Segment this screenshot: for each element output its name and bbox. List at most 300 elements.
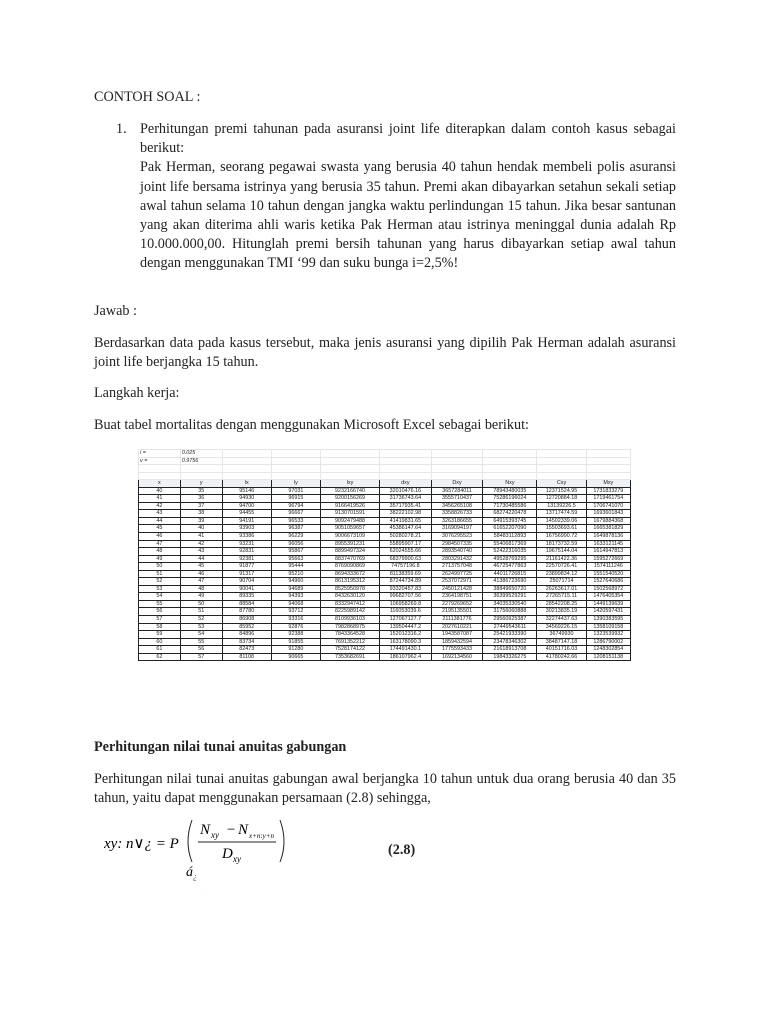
excel-cell: 94393 — [271, 593, 320, 601]
excel-column-header: y — [180, 480, 222, 488]
excel-cell: 1208151138 — [586, 653, 630, 661]
excel-cell: 1286790002 — [586, 638, 630, 646]
excel-table-row — [139, 563, 631, 571]
excel-cell: 91855 — [271, 638, 320, 646]
excel-cell: 38222102.98 — [380, 510, 432, 518]
excel-table-row — [139, 616, 631, 624]
excel-table-row — [139, 585, 631, 593]
excel-cell: 94960 — [271, 578, 320, 586]
excel-cell: 50280278.21 — [380, 533, 432, 541]
excel-cell: 38849650720 — [483, 585, 537, 593]
excel-cell: 1665381829 — [586, 525, 630, 533]
excel-cell: 1476405354 — [586, 593, 630, 601]
excel-cell: 3169094197 — [431, 525, 483, 533]
excel-cell: 92381 — [222, 555, 271, 563]
excel-cell: 3358826733 — [431, 510, 483, 518]
excel-cell: 94191 — [222, 517, 271, 525]
excel-spacer-row — [139, 465, 631, 473]
excel-empty-cell — [483, 457, 537, 465]
excel-cell: 1943587087 — [431, 631, 483, 639]
excel-empty-cell — [537, 472, 586, 480]
excel-cell: 31756060888 — [483, 608, 537, 616]
formula-left-paren — [188, 820, 192, 862]
excel-cell: 93386 — [222, 533, 271, 541]
excel-cell: 81108 — [222, 653, 271, 661]
excel-cell: 46725477863 — [483, 563, 537, 571]
excel-empty-cell — [380, 465, 432, 473]
excel-cell: 36 — [180, 495, 222, 503]
excel-empty-cell — [222, 465, 271, 473]
annuity-formula — [104, 812, 664, 882]
excel-empty-cell — [431, 465, 483, 473]
excel-cell: 41 — [139, 495, 181, 503]
excel-cell: 58 — [139, 623, 181, 631]
excel-cell: 35 — [180, 487, 222, 495]
excel-cell: 22570726.41 — [537, 563, 586, 571]
excel-empty-cell — [222, 472, 271, 480]
excel-cell: 75286196024 — [483, 495, 537, 503]
excel-cell: 83734 — [222, 638, 271, 646]
excel-cell: 41780242.66 — [537, 653, 586, 661]
formula-lhs: xy: n∨¿ = P — [104, 836, 179, 852]
excel-cell: 8955391231 — [321, 540, 380, 548]
excel-column-header: x — [139, 480, 181, 488]
excel-cell: 96387 — [271, 525, 320, 533]
excel-empty-cell — [271, 472, 320, 480]
excel-empty-cell — [586, 450, 630, 458]
excel-cell: 42 — [139, 502, 181, 510]
excel-cell: 96229 — [271, 533, 320, 541]
excel-cell: 40 — [180, 525, 222, 533]
excel-table-row — [139, 487, 631, 495]
excel-table-row — [139, 517, 631, 525]
excel-cell: 9200156269 — [321, 495, 380, 503]
excel-empty-cell — [586, 457, 630, 465]
excel-empty-cell — [483, 465, 537, 473]
excel-cell: 95146 — [222, 487, 271, 495]
formula-numerator-n1: N — [200, 822, 211, 838]
excel-cell: 95663 — [271, 555, 320, 563]
excel-column-header: Nxy — [483, 480, 537, 488]
excel-cell: 45386147.64 — [380, 525, 432, 533]
excel-cell: 36749930 — [537, 631, 586, 639]
excel-cell: 90665 — [271, 653, 320, 661]
answer-paragraph: Berdasarkan data pada kasus tersebut, maka jenis asuransi yang dipilih Pak Herman adalah asuransi joint life berjangka 15 tahun. — [94, 335, 676, 370]
excel-cell: 2364198751 — [431, 593, 483, 601]
excel-cell: 163178090.3 — [380, 638, 432, 646]
formula-numerator-n2: N — [238, 822, 249, 838]
excel-cell: 25071714 — [537, 578, 586, 586]
excel-cell: 60 — [139, 638, 181, 646]
formula-minus: − — [226, 822, 237, 838]
excel-cell: 89335 — [222, 593, 271, 601]
excel-cell: 23478346302 — [483, 638, 537, 646]
excel-cell: 39 — [180, 517, 222, 525]
excel-cell: 2713757048 — [431, 563, 483, 571]
excel-cell: 64915393745 — [483, 517, 537, 525]
excel-cell: 8225989142 — [321, 608, 380, 616]
excel-cell: 12720884.18 — [537, 495, 586, 503]
excel-empty-cell — [222, 450, 271, 458]
excel-cell: 41 — [180, 533, 222, 541]
excel-cell: 36399529291 — [483, 593, 537, 601]
excel-cell: 99682707.56 — [380, 593, 432, 601]
excel-cell: 55 — [180, 638, 222, 646]
excel-column-header: Dxy — [431, 480, 483, 488]
equation-number: (2.8) — [388, 842, 416, 858]
excel-cell: 8837470769 — [321, 555, 380, 563]
excel-cell: 86908 — [222, 616, 271, 624]
excel-empty-cell — [380, 457, 432, 465]
excel-table-row — [139, 578, 631, 586]
excel-cell: 3555710437 — [431, 495, 483, 503]
excel-empty-cell — [271, 465, 320, 473]
excel-cell: 8109936103 — [321, 616, 380, 624]
excel-cell: 1633121145 — [586, 540, 630, 548]
excel-cell: 9092479488 — [321, 517, 380, 525]
excel-cell: 54 — [139, 593, 181, 601]
excel-table-row — [139, 653, 631, 661]
excel-cell: 9166419526 — [321, 502, 380, 510]
excel-empty-cell — [321, 472, 380, 480]
excel-cell: 7982868975 — [321, 623, 380, 631]
excel-cell: 92388 — [271, 631, 320, 639]
excel-cell: 91317 — [222, 570, 271, 578]
excel-cell: 90041 — [222, 585, 271, 593]
excel-cell: 56 — [180, 646, 222, 654]
excel-cell: 7528174122 — [321, 646, 380, 654]
excel-cell: 95210 — [271, 570, 320, 578]
excel-cell: 3657284011 — [431, 487, 483, 495]
excel-cell: 106958269.8 — [380, 600, 432, 608]
steps-label: Langkah kerja: — [94, 385, 180, 401]
excel-table-row — [139, 502, 631, 510]
excel-cell: 186107962.4 — [380, 653, 432, 661]
excel-empty-cell — [271, 457, 320, 465]
excel-cell: 30213835.19 — [537, 608, 586, 616]
excel-cell: 9051059657 — [321, 525, 380, 533]
excel-cell: 174491430.1 — [380, 646, 432, 654]
excel-param-label: v = — [139, 457, 181, 465]
excel-cell: 1679884368 — [586, 517, 630, 525]
excel-cell: 23899834.12 — [537, 570, 586, 578]
excel-cell: 93316 — [271, 616, 320, 624]
excel-cell: 55 — [139, 600, 181, 608]
formula-right-paren — [280, 820, 284, 862]
excel-cell: 55406817369 — [483, 540, 537, 548]
excel-cell: 25421933390 — [483, 631, 537, 639]
excel-cell: 16756990.72 — [537, 533, 586, 541]
excel-table-row — [139, 555, 631, 563]
excel-cell: 38 — [180, 510, 222, 518]
excel-cell: 2450121428 — [431, 585, 483, 593]
excel-cell: 1574111246 — [586, 563, 630, 571]
excel-empty-cell — [321, 450, 380, 458]
excel-cell: 45 — [180, 563, 222, 571]
excel-cell: 13717474.59 — [537, 510, 586, 518]
excel-cell: 56 — [139, 608, 181, 616]
excel-cell: 51 — [180, 608, 222, 616]
excel-cell: 8432630120 — [321, 593, 380, 601]
excel-spacer-row — [139, 472, 631, 480]
excel-cell: 62024555.66 — [380, 548, 432, 556]
excel-cell: 46 — [139, 533, 181, 541]
excel-cell: 49528769295 — [483, 555, 537, 563]
excel-table-row — [139, 548, 631, 556]
excel-empty-cell — [380, 472, 432, 480]
excel-table-row — [139, 593, 631, 601]
excel-cell: 1323539932 — [586, 631, 630, 639]
excel-cell: 52422316035 — [483, 548, 537, 556]
excel-cell: 57 — [139, 616, 181, 624]
excel-cell: 87780 — [222, 608, 271, 616]
excel-cell: 32274437.63 — [537, 616, 586, 624]
excel-empty-cell — [271, 450, 320, 458]
excel-cell: 46 — [180, 570, 222, 578]
excel-cell: 2893540740 — [431, 548, 483, 556]
excel-cell: 61 — [139, 646, 181, 654]
excel-table-row — [139, 510, 631, 518]
excel-cell: 2537072971 — [431, 578, 483, 586]
excel-cell: 94068 — [271, 600, 320, 608]
excel-cell: 127067127.7 — [380, 616, 432, 624]
excel-cell: 44 — [180, 555, 222, 563]
excel-cell: 87244734.89 — [380, 578, 432, 586]
excel-cell: 68274220478 — [483, 510, 537, 518]
excel-table-row — [139, 533, 631, 541]
excel-cell: 1775593433 — [431, 646, 483, 654]
excel-cell: 50 — [139, 563, 181, 571]
excel-cell: 2027610221 — [431, 623, 483, 631]
excel-param-row — [139, 450, 631, 458]
excel-empty-cell — [139, 465, 181, 473]
excel-cell: 2195135501 — [431, 608, 483, 616]
excel-cell: 47 — [180, 578, 222, 586]
excel-column-header: lx — [222, 480, 271, 488]
excel-cell: 52 — [180, 616, 222, 624]
excel-cell: 55895907.17 — [380, 540, 432, 548]
excel-cell: 19675144.04 — [537, 548, 586, 556]
excel-cell: 84896 — [222, 631, 271, 639]
excel-empty-cell — [222, 457, 271, 465]
excel-cell: 51 — [139, 570, 181, 578]
excel-cell: 54 — [180, 631, 222, 639]
excel-cell: 96915 — [271, 495, 320, 503]
excel-empty-cell — [483, 450, 537, 458]
formula-denominator-sub: xy — [233, 854, 241, 864]
excel-table-row — [139, 638, 631, 646]
excel-cell: 58483112893 — [483, 533, 537, 541]
excel-cell: 9006673109 — [321, 533, 380, 541]
formula-below: á — [186, 865, 193, 880]
excel-cell: 3076295523 — [431, 533, 483, 541]
excel-cell: 7353682691 — [321, 653, 380, 661]
excel-cell: 93712 — [271, 608, 320, 616]
excel-cell: 38487147.18 — [537, 638, 586, 646]
excel-cell: 41386723690 — [483, 578, 537, 586]
excel-cell: 52 — [139, 578, 181, 586]
excel-cell: 15503693.61 — [537, 525, 586, 533]
excel-cell: 2984507335 — [431, 540, 483, 548]
excel-table-row — [139, 631, 631, 639]
excel-cell: 74757196.8 — [380, 563, 432, 571]
excel-cell: 152012316.2 — [380, 631, 432, 639]
excel-empty-cell — [431, 457, 483, 465]
excel-cell: 96667 — [271, 510, 320, 518]
excel-table-row — [139, 608, 631, 616]
excel-empty-cell — [483, 472, 537, 480]
excel-cell: 40151716.03 — [537, 646, 586, 654]
excel-column-header: lxy — [321, 480, 380, 488]
table-instruction: Buat tabel mortalitas dengan menggunakan Microsoft Excel sebagai berikut: — [94, 417, 529, 433]
excel-cell: 1420597431 — [586, 608, 630, 616]
excel-cell: 8769090869 — [321, 563, 380, 571]
excel-column-header: Mxy — [586, 480, 630, 488]
excel-cell: 94700 — [222, 502, 271, 510]
excel-cell: 40 — [139, 487, 181, 495]
excel-empty-cell — [321, 465, 380, 473]
excel-empty-cell — [586, 472, 630, 480]
excel-cell: 49 — [139, 555, 181, 563]
excel-cell: 1449139639 — [586, 600, 630, 608]
problem-body — [140, 120, 676, 274]
excel-cell: 92831 — [222, 548, 271, 556]
excel-cell: 95867 — [271, 548, 320, 556]
excel-table-row — [139, 495, 631, 503]
excel-cell: 62 — [139, 653, 181, 661]
excel-cell: 57 — [180, 653, 222, 661]
excel-cell: 34569226.15 — [537, 623, 586, 631]
annuity-heading: Perhitungan nilai tunai anuitas gabungan — [94, 739, 347, 755]
excel-cell: 48 — [180, 585, 222, 593]
excel-grid — [138, 449, 631, 661]
excel-cell: 1693601843 — [586, 510, 630, 518]
excel-cell: 49 — [180, 593, 222, 601]
excel-cell: 96794 — [271, 502, 320, 510]
excel-cell: 94930 — [222, 495, 271, 503]
excel-cell: 29560925387 — [483, 616, 537, 624]
excel-cell: 94455 — [222, 510, 271, 518]
excel-cell: 34035330540 — [483, 600, 537, 608]
excel-cell: 44 — [139, 517, 181, 525]
excel-empty-cell — [380, 450, 432, 458]
excel-cell: 1551540520 — [586, 570, 630, 578]
excel-empty-cell — [537, 450, 586, 458]
excel-cell: 1692134560 — [431, 653, 483, 661]
excel-cell: 53 — [180, 623, 222, 631]
excel-column-header: dxy — [380, 480, 432, 488]
excel-cell: 21618913708 — [483, 646, 537, 654]
excel-cell: 95444 — [271, 563, 320, 571]
excel-cell: 3263186655 — [431, 517, 483, 525]
excel-cell: 47 — [139, 540, 181, 548]
excel-empty-cell — [431, 450, 483, 458]
excel-cell: 1527640686 — [586, 578, 630, 586]
excel-cell: 93320457.83 — [380, 585, 432, 593]
excel-cell: 13139226.5 — [537, 502, 586, 510]
excel-cell: 116053039.6 — [380, 608, 432, 616]
formula-denominator: D — [222, 846, 233, 862]
excel-empty-cell — [180, 472, 222, 480]
excel-cell: 85952 — [222, 623, 271, 631]
excel-cell: 90704 — [222, 578, 271, 586]
excel-empty-cell — [180, 465, 222, 473]
excel-cell: 61652207090 — [483, 525, 537, 533]
excel-empty-cell — [431, 472, 483, 480]
excel-table-row — [139, 600, 631, 608]
annuity-paragraph: Perhitungan nilai tunai anuitas gabungan awal berjangka 10 tahun untuk dua orang berusia 40 dan 35 tahun, yaitu dapat menggunakan persamaan (2.8) sehingga, — [94, 771, 676, 806]
excel-cell: 8332947412 — [321, 600, 380, 608]
excel-cell: 1731833279 — [586, 487, 630, 495]
excel-cell: 8899497324 — [321, 548, 380, 556]
excel-cell: 1595272669 — [586, 555, 630, 563]
excel-cell: 31736743.64 — [380, 495, 432, 503]
excel-cell: 1706741070 — [586, 502, 630, 510]
excel-cell: 1358109158 — [586, 623, 630, 631]
formula-numerator-n2-sub: x+n:y+n — [249, 832, 274, 840]
excel-cell: 91280 — [271, 646, 320, 654]
excel-cell: 28542208.25 — [537, 600, 586, 608]
excel-empty-cell — [537, 465, 586, 473]
excel-cell: 96533 — [271, 517, 320, 525]
excel-column-header: Cxy — [537, 480, 586, 488]
excel-cell: 12371524.95 — [537, 487, 586, 495]
excel-cell: 96056 — [271, 540, 320, 548]
excel-cell: 68379900.63 — [380, 555, 432, 563]
excel-cell: 8694333672 — [321, 570, 380, 578]
excel-header-row — [139, 480, 631, 488]
excel-cell: 1390383595 — [586, 616, 630, 624]
answer-label: Jawab : — [94, 303, 137, 319]
excel-cell: 1719461754 — [586, 495, 630, 503]
excel-param-row — [139, 457, 631, 465]
excel-cell: 7691352212 — [321, 638, 380, 646]
excel-empty-cell — [321, 457, 380, 465]
excel-cell: 26263617.01 — [537, 585, 586, 593]
excel-cell: 2803291432 — [431, 555, 483, 563]
excel-param-value: 0.025 — [180, 450, 222, 458]
excel-cell: 7843364528 — [321, 631, 380, 639]
excel-table-row — [139, 570, 631, 578]
excel-cell: 43 — [180, 548, 222, 556]
excel-column-header: ly — [271, 480, 320, 488]
excel-cell: 94689 — [271, 585, 320, 593]
excel-cell: 8525950978 — [321, 585, 380, 593]
problem-number: 1. — [116, 121, 127, 137]
excel-cell: 50 — [180, 600, 222, 608]
excel-cell: 9232166740 — [321, 487, 380, 495]
excel-cell: 1248302854 — [586, 646, 630, 654]
excel-cell: 78943480035 — [483, 487, 537, 495]
formula-below-sub: ¿ — [193, 872, 197, 881]
excel-cell: 93903 — [222, 525, 271, 533]
excel-empty-cell — [586, 465, 630, 473]
excel-cell: 1859432594 — [431, 638, 483, 646]
excel-cell: 1502568972 — [586, 585, 630, 593]
excel-cell: 9130701591 — [321, 510, 380, 518]
excel-cell: 41419831.65 — [380, 517, 432, 525]
formula-numerator-n1-sub: xy — [211, 830, 219, 840]
excel-cell: 71730485586 — [483, 502, 537, 510]
excel-cell: 44011726815 — [483, 570, 537, 578]
excel-cell: 92876 — [271, 623, 320, 631]
excel-table-row — [139, 540, 631, 548]
excel-cell: 14502339.06 — [537, 517, 586, 525]
excel-cell: 97031 — [271, 487, 320, 495]
excel-cell: 81138359.69 — [380, 570, 432, 578]
excel-cell: 45 — [139, 525, 181, 533]
excel-cell: 2111381776 — [431, 616, 483, 624]
